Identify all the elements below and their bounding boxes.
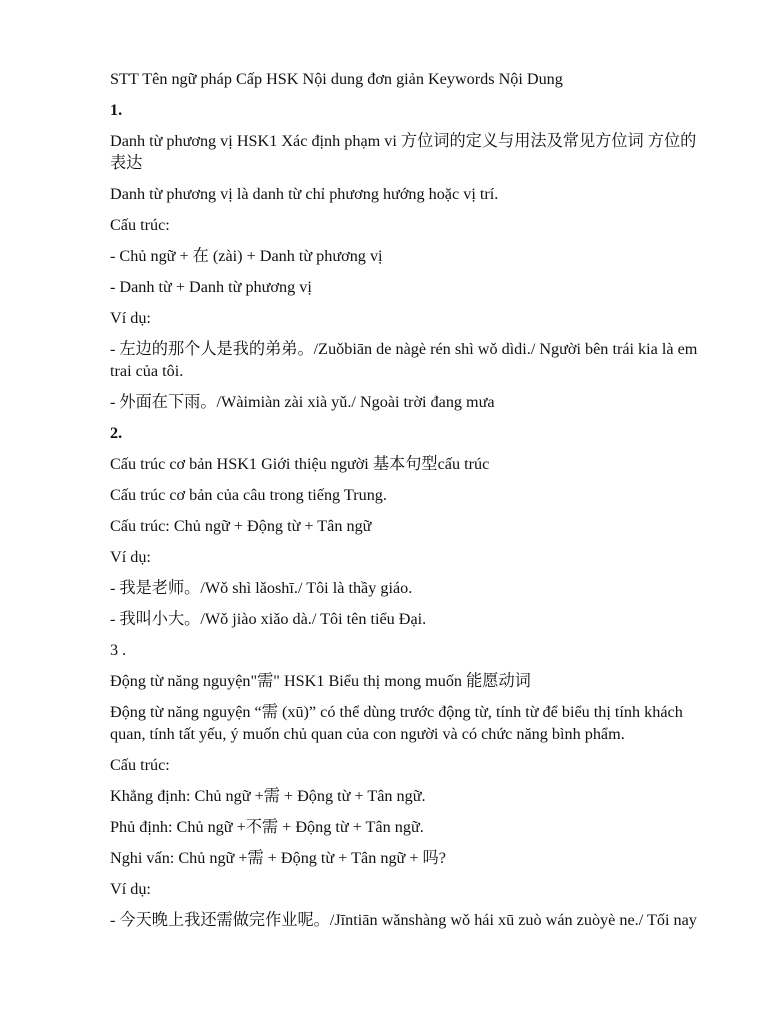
- section-number-2: 2.: [110, 424, 123, 442]
- section-1-example-2: - 外面在下雨。/Wàimiàn zài xià yǔ./ Ngoài trời đang mưa: [110, 393, 495, 411]
- section-3-definition-cont: quan, tính tất yếu, ý muốn chủ quan của con người và có chức năng bình phẩm.: [110, 725, 625, 743]
- section-2-example-2: - 我叫小大。/Wǒ jiào xiǎo dà./ Tôi tên tiểu Đại.: [110, 610, 427, 628]
- section-3-affirmative: Khẳng định: Chủ ngữ +需 + Động từ + Tân ngữ.: [110, 787, 426, 805]
- section-3-definition: Động từ năng nguyện “需 (xū)” có thể dùng trước động từ, tính từ để biểu thị tính khách: [110, 703, 683, 721]
- section-1-structure-2: - Danh từ + Danh từ phương vị: [110, 278, 312, 296]
- section-number-3: 3 .: [110, 641, 127, 659]
- section-1-title: Danh từ phương vị HSK1 Xác định phạm vi 方位词的定义与用法及常见方位词 方位的表达: [110, 132, 697, 172]
- section-3-title: Động từ năng nguyện"需" HSK1 Biểu thị mong muốn 能愿动词: [110, 672, 531, 690]
- section-2-example-label: Ví dụ:: [110, 548, 151, 566]
- section-3-structure-label: Cấu trúc:: [110, 756, 170, 774]
- section-3-negative: Phủ định: Chủ ngữ +不需 + Động từ + Tân ngữ.: [110, 818, 424, 836]
- section-1-structure-1: - Chủ ngữ + 在 (zài) + Danh từ phương vị: [110, 247, 383, 265]
- section-1-example-label: Ví dụ:: [110, 309, 151, 327]
- section-1-example-1-cont: trai của tôi.: [110, 362, 184, 380]
- section-3-example-label: Ví dụ:: [110, 880, 151, 898]
- section-2-example-1: - 我是老师。/Wǒ shì lǎoshī./ Tôi là thầy giáo.: [110, 579, 413, 597]
- section-2-title: Cấu trúc cơ bản HSK1 Giới thiệu người 基本句型cấu trúc: [110, 455, 490, 473]
- section-1-structure-label: Cấu trúc:: [110, 216, 170, 234]
- section-2-definition: Cấu trúc cơ bản của câu trong tiếng Trung.: [110, 486, 387, 504]
- section-1-definition: Danh từ phương vị là danh từ chỉ phương hướng hoặc vị trí.: [110, 185, 499, 203]
- header-line: STT Tên ngữ pháp Cấp HSK Nội dung đơn giản Keywords Nội Dung: [110, 70, 563, 88]
- section-3-example-1: - 今天晚上我还需做完作业呢。/Jīntiān wǎnshàng wǒ hái xū zuò wán zuòyè ne./ Tối nay: [110, 911, 697, 929]
- section-1-example-1: - 左边的那个人是我的弟弟。/Zuǒbiān de nàgè rén shì wǒ dìdi./ Người bên trái kia là em: [110, 340, 698, 358]
- section-3-question: Nghi vấn: Chủ ngữ +需 + Động từ + Tân ngữ + 吗?: [110, 849, 446, 867]
- section-number-1: 1.: [110, 101, 123, 119]
- section-2-structure: Cấu trúc: Chủ ngữ + Động từ + Tân ngữ: [110, 517, 372, 535]
